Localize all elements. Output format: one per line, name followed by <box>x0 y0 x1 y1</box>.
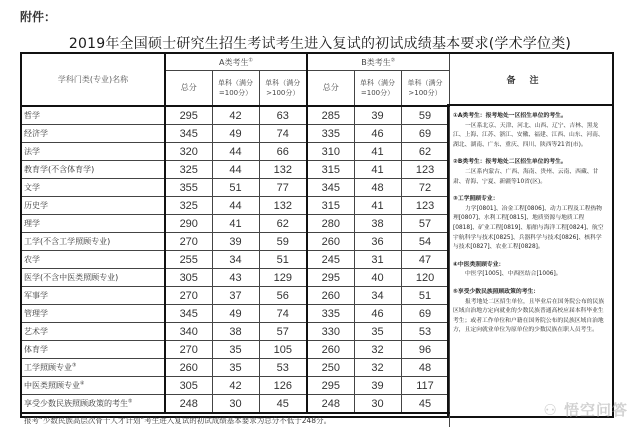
header-a-total: 总分 <box>165 71 212 107</box>
a-score-single-gt100: 126 <box>259 377 307 395</box>
b-score-total: 260 <box>307 341 354 359</box>
a-score-single-100: 44 <box>212 197 259 215</box>
a-score-single-100: 39 <box>212 233 259 251</box>
b-score-single-gt100: 48 <box>401 359 449 377</box>
subject-name: 管理学 <box>22 305 165 323</box>
a-score-single-100: 41 <box>212 215 259 233</box>
note-title: ⑤享受少数民族照顾政策的考生： <box>453 288 540 295</box>
b-score-total: 285 <box>307 106 354 125</box>
table-row <box>22 215 449 233</box>
note-body: 一区系北京、天津、河北、山西、辽宁、吉林、黑龙江、上海、江苏、浙江、安徽、福建、江西、山东、河南、湖北、湖南、广东、重庆、四川、陕西等21省(市)。 <box>453 122 604 148</box>
a-score-single-100: 35 <box>212 359 259 377</box>
a-score-single-gt100: 62 <box>259 215 307 233</box>
subject-name: 医学(不含中医类照顾专业) <box>22 269 165 287</box>
a-score-single-gt100: 53 <box>259 359 307 377</box>
a-score-total: 270 <box>165 287 212 305</box>
b-score-single-100: 36 <box>354 233 401 251</box>
header-subject-name: 学科门类(专业)名称 <box>22 54 165 106</box>
b-score-total: 250 <box>307 359 354 377</box>
subject-name: 哲学 <box>22 106 165 125</box>
a-score-single-gt100: 63 <box>259 106 307 125</box>
b-score-single-gt100: 72 <box>401 179 449 197</box>
b-score-single-gt100: 59 <box>401 106 449 125</box>
a-score-single-100: 51 <box>212 179 259 197</box>
subject-name: 中医类照顾专业④ <box>22 377 165 395</box>
b-score-single-gt100: 45 <box>401 395 449 414</box>
table-row <box>22 341 449 359</box>
header-a-single-gt100: 单科（满分>100分） <box>259 71 307 107</box>
b-score-single-100: 34 <box>354 287 401 305</box>
a-score-single-gt100: 132 <box>259 161 307 179</box>
b-score-total: 330 <box>307 323 354 341</box>
subject-name: 工学照顾专业③ <box>22 359 165 377</box>
header-b-single-100: 单科（满分=100分） <box>354 71 401 107</box>
b-score-total: 335 <box>307 125 354 143</box>
b-score-single-gt100: 96 <box>401 341 449 359</box>
table-row <box>22 323 449 341</box>
table-row <box>22 179 449 197</box>
a-score-total: 325 <box>165 197 212 215</box>
a-score-single-100: 43 <box>212 269 259 287</box>
a-score-single-100: 42 <box>212 106 259 125</box>
header-group-a: A类考生① <box>165 54 307 71</box>
a-score-total: 255 <box>165 251 212 269</box>
b-score-total: 295 <box>307 377 354 395</box>
note-body: 中医学[1005]、中西医结合[1006]。 <box>465 271 562 278</box>
subject-name: 艺术学 <box>22 323 165 341</box>
b-score-total: 335 <box>307 305 354 323</box>
a-score-single-100: 49 <box>212 305 259 323</box>
table-row <box>22 197 449 215</box>
footer-note: 报考“少数民族高层次骨干人才计划”考生进入复试的初试成绩基本要求为总分不低于248分。 <box>22 413 449 427</box>
b-score-single-gt100: 57 <box>401 215 449 233</box>
b-score-single-100: 46 <box>354 305 401 323</box>
note-item <box>453 288 607 336</box>
a-score-total: 355 <box>165 179 212 197</box>
table-row <box>22 269 449 287</box>
a-score-single-gt100: 77 <box>259 179 307 197</box>
b-score-single-100: 38 <box>354 215 401 233</box>
b-score-single-100: 41 <box>354 197 401 215</box>
header-b-total: 总分 <box>307 71 354 107</box>
document-title: 2019年全国硕士研究生招生考试考生进入复试的初试成绩基本要求(学术学位类) <box>68 36 572 52</box>
b-score-total: 315 <box>307 161 354 179</box>
a-score-single-gt100: 74 <box>259 305 307 323</box>
table-row <box>22 305 449 323</box>
b-score-total: 315 <box>307 197 354 215</box>
b-score-single-100: 48 <box>354 179 401 197</box>
b-score-total: 245 <box>307 251 354 269</box>
b-score-total: 310 <box>307 143 354 161</box>
subject-name: 经济学 <box>22 125 165 143</box>
a-score-total: 345 <box>165 125 212 143</box>
note-body: 二区系内蒙古、广西、海南、贵州、云南、西藏、甘肃、青海、宁夏、新疆等10省(区)。 <box>453 168 599 185</box>
attachment-label: 附件： <box>20 10 57 24</box>
a-score-single-100: 30 <box>212 395 259 414</box>
b-score-single-gt100: 120 <box>401 269 449 287</box>
b-score-single-gt100: 69 <box>401 305 449 323</box>
a-score-single-100: 44 <box>212 161 259 179</box>
table-row <box>22 106 449 125</box>
b-score-single-gt100: 117 <box>401 377 449 395</box>
b-score-total: 295 <box>307 269 354 287</box>
b-score-single-100: 41 <box>354 143 401 161</box>
a-score-total: 305 <box>165 377 212 395</box>
b-score-single-gt100: 51 <box>401 287 449 305</box>
note-body: 报考地处二区招生单位，且毕业后在国务院公布的民族区域自治地方定向就业的少数民族普通高校应届本科毕业生考生；或者工作单位和户籍在国务院公布的民族区域自治地方，且定向就业单位为原单位的少数民族在职人员考生。 <box>453 298 605 334</box>
subject-name: 军事学 <box>22 287 165 305</box>
a-score-single-gt100: 45 <box>259 395 307 414</box>
note-item <box>453 261 607 280</box>
a-score-total: 305 <box>165 269 212 287</box>
a-score-single-gt100: 66 <box>259 143 307 161</box>
a-score-total: 320 <box>165 143 212 161</box>
a-score-total: 340 <box>165 323 212 341</box>
a-score-total: 295 <box>165 106 212 125</box>
note-title: ③工学照顾专业： <box>453 196 499 203</box>
header-b-single-gt100: 单科（满分>100分） <box>401 71 449 107</box>
table-row <box>22 251 449 269</box>
subject-name: 农学 <box>22 251 165 269</box>
b-score-total: 260 <box>307 233 354 251</box>
subject-name: 教育学(不含体育学) <box>22 161 165 179</box>
a-score-total: 270 <box>165 341 212 359</box>
b-score-single-100: 46 <box>354 125 401 143</box>
subject-name: 历史学 <box>22 197 165 215</box>
note-title: ④中医类照顾专业： <box>453 261 505 268</box>
b-score-single-gt100: 54 <box>401 233 449 251</box>
b-score-total: 248 <box>307 395 354 414</box>
score-grid <box>22 54 450 427</box>
subject-name: 文学 <box>22 179 165 197</box>
note-item <box>453 158 607 187</box>
subject-name: 法学 <box>22 143 165 161</box>
a-score-total: 260 <box>165 359 212 377</box>
a-score-total: 345 <box>165 305 212 323</box>
table-row <box>22 395 449 414</box>
header-a-single-100: 单科（满分=100分） <box>212 71 259 107</box>
a-score-total: 290 <box>165 215 212 233</box>
a-score-single-gt100: 74 <box>259 125 307 143</box>
table-row <box>22 233 449 251</box>
b-score-single-100: 39 <box>354 106 401 125</box>
b-score-single-gt100: 123 <box>401 161 449 179</box>
a-score-total: 270 <box>165 233 212 251</box>
b-score-single-gt100: 47 <box>401 251 449 269</box>
table-row <box>22 359 449 377</box>
note-item <box>453 112 607 150</box>
table-row <box>22 287 449 305</box>
table-row <box>22 143 449 161</box>
a-score-single-gt100: 56 <box>259 287 307 305</box>
a-score-single-gt100: 129 <box>259 269 307 287</box>
subject-name: 工学(不含工学照顾专业) <box>22 233 165 251</box>
a-score-total: 325 <box>165 161 212 179</box>
b-score-single-100: 31 <box>354 251 401 269</box>
notes-panel <box>447 106 612 416</box>
a-score-single-100: 37 <box>212 287 259 305</box>
notes-header: 备注 <box>447 54 612 106</box>
table-row <box>22 125 449 143</box>
note-title: ②B类考生：报考地处二区招生单位的考生。 <box>453 159 567 166</box>
note-body: 力学[0801]、冶金工程[0806]、动力工程及工程热物理[0807]、水利工程[0815]、地质资源与地质工程[0818]、矿业工程[0819]、船舶与海洋工程[0824]、航空宇航科学与技术[0825]、兵器科学与技术[0826]、核科学与技术[0827]、农业工程[0828]。 <box>453 205 604 251</box>
a-score-single-100: 49 <box>212 125 259 143</box>
b-score-single-100: 40 <box>354 269 401 287</box>
a-score-single-100: 42 <box>212 377 259 395</box>
b-score-total: 280 <box>307 215 354 233</box>
a-score-single-100: 44 <box>212 143 259 161</box>
note-item <box>453 195 607 253</box>
b-score-single-gt100: 123 <box>401 197 449 215</box>
a-score-single-gt100: 51 <box>259 251 307 269</box>
a-score-single-100: 38 <box>212 323 259 341</box>
b-score-single-100: 30 <box>354 395 401 414</box>
watermark-logo: ⚇ 悟空问答 <box>543 401 628 419</box>
subject-name: 理学 <box>22 215 165 233</box>
a-score-single-gt100: 105 <box>259 341 307 359</box>
b-score-total: 260 <box>307 287 354 305</box>
b-score-single-gt100: 69 <box>401 125 449 143</box>
b-score-single-100: 32 <box>354 341 401 359</box>
a-score-single-gt100: 132 <box>259 197 307 215</box>
a-score-single-100: 34 <box>212 251 259 269</box>
table-row <box>22 377 449 395</box>
a-score-single-gt100: 57 <box>259 323 307 341</box>
a-score-single-100: 35 <box>212 341 259 359</box>
a-score-single-gt100: 59 <box>259 233 307 251</box>
table-row <box>22 161 449 179</box>
b-score-single-gt100: 62 <box>401 143 449 161</box>
header-group-b: B类考生② <box>307 54 449 71</box>
b-score-single-100: 41 <box>354 161 401 179</box>
b-score-single-100: 39 <box>354 377 401 395</box>
b-score-single-100: 32 <box>354 359 401 377</box>
b-score-total: 345 <box>307 179 354 197</box>
subject-name: 体育学 <box>22 341 165 359</box>
note-title: ①A类考生：报考地处一区招生单位的考生。 <box>453 113 567 119</box>
a-score-total: 248 <box>165 395 212 414</box>
subject-name: 享受少数民族照顾政策的考生⑤ <box>22 395 165 414</box>
b-score-single-gt100: 53 <box>401 323 449 341</box>
b-score-single-100: 35 <box>354 323 401 341</box>
score-requirements-table <box>20 52 614 425</box>
